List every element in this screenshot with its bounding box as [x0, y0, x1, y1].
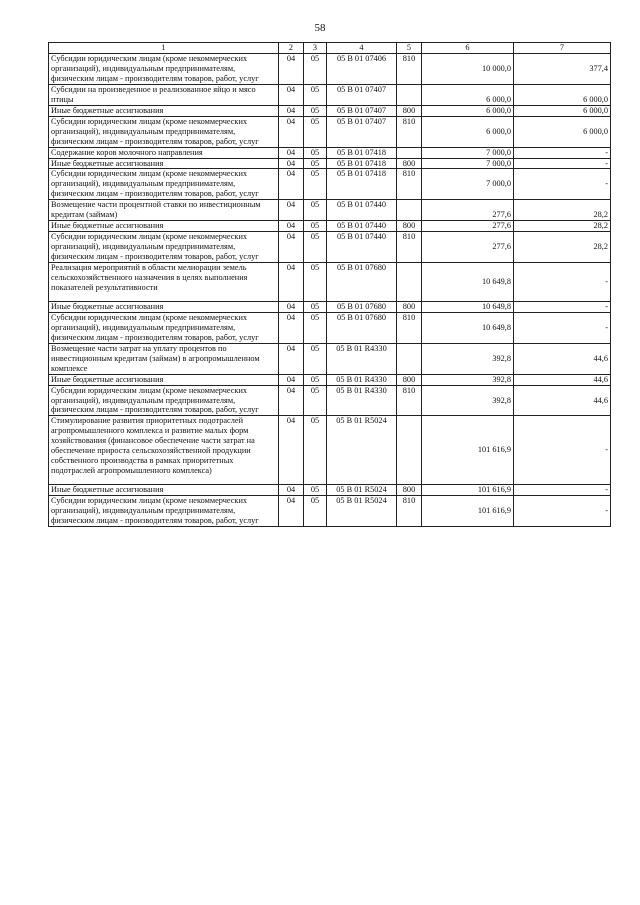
- table-row: [49, 147, 611, 158]
- header-cell: 4: [327, 43, 397, 54]
- page-number: 58: [314, 22, 326, 34]
- budget-table: [48, 42, 611, 527]
- row-section: 04: [279, 54, 304, 85]
- row-expense-type: [397, 200, 422, 221]
- table-row: [49, 200, 611, 221]
- row-subsection: 05: [304, 343, 327, 374]
- row-expense-type: [397, 147, 422, 158]
- row-section: 04: [279, 485, 304, 496]
- row-amount-actual: 6 000,0: [514, 116, 611, 147]
- row-expense-type: 800: [397, 221, 422, 232]
- table-row: [49, 54, 611, 85]
- row-target-code: 05 В 01 07418: [327, 158, 397, 169]
- row-section: 04: [279, 385, 304, 416]
- row-expense-type: [397, 416, 422, 485]
- row-amount-plan: 277,6: [422, 221, 514, 232]
- header-cell: 2: [279, 43, 304, 54]
- row-subsection: 05: [304, 496, 327, 527]
- header-cell: 3: [304, 43, 327, 54]
- row-target-code: 05 В 01 07440: [327, 221, 397, 232]
- row-name: Содержание коров молочного направления: [49, 147, 279, 158]
- row-subsection: 05: [304, 84, 327, 105]
- table-row: [49, 116, 611, 147]
- table-row: [49, 343, 611, 374]
- row-expense-type: 810: [397, 312, 422, 343]
- row-subsection: 05: [304, 116, 327, 147]
- row-amount-actual: 377,4: [514, 54, 611, 85]
- row-amount-plan: 6 000,0: [422, 84, 514, 105]
- row-subsection: 05: [304, 312, 327, 343]
- row-expense-type: 800: [397, 301, 422, 312]
- row-amount-plan: 101 616,9: [422, 416, 514, 485]
- row-subsection: 05: [304, 158, 327, 169]
- table-row: [49, 312, 611, 343]
- row-amount-actual: -: [514, 147, 611, 158]
- row-amount-plan: 7 000,0: [422, 147, 514, 158]
- table-row: [49, 169, 611, 200]
- row-name: Субсидии юридическим лицам (кроме некоммерческих организаций), индивидуальным предпринимателям, физическим лицам - производителям товаров, работ, услуг: [49, 312, 279, 343]
- row-section: 04: [279, 221, 304, 232]
- row-section: 04: [279, 496, 304, 527]
- row-name: Субсидии юридическим лицам (кроме некоммерческих организаций), индивидуальным предпринимателям, физическим лицам - производителям товаров, работ, услуг: [49, 232, 279, 263]
- row-subsection: 05: [304, 385, 327, 416]
- row-amount-plan: 6 000,0: [422, 116, 514, 147]
- row-amount-plan: 10 000,0: [422, 54, 514, 85]
- row-target-code: 05 В 01 R4330: [327, 374, 397, 385]
- row-amount-actual: 28,2: [514, 200, 611, 221]
- row-target-code: 05 В 01 07680: [327, 263, 397, 302]
- row-expense-type: 810: [397, 54, 422, 85]
- row-name: Субсидии на произведенное и реализованное яйцо и мясо птицы: [49, 84, 279, 105]
- row-target-code: 05 В 01 07407: [327, 84, 397, 105]
- row-section: 04: [279, 232, 304, 263]
- row-section: 04: [279, 105, 304, 116]
- row-name: Субсидии юридическим лицам (кроме некоммерческих организаций), индивидуальным предпринимателям, физическим лицам - производителям товаров, работ, услуг: [49, 385, 279, 416]
- row-expense-type: 810: [397, 116, 422, 147]
- row-amount-plan: 101 616,9: [422, 496, 514, 527]
- row-section: 04: [279, 84, 304, 105]
- row-expense-type: 810: [397, 385, 422, 416]
- row-section: 04: [279, 312, 304, 343]
- row-expense-type: 810: [397, 169, 422, 200]
- row-amount-plan: 392,8: [422, 385, 514, 416]
- row-subsection: 05: [304, 485, 327, 496]
- table-row: [49, 496, 611, 527]
- table-row: [49, 485, 611, 496]
- row-section: 04: [279, 343, 304, 374]
- row-amount-actual: -: [514, 301, 611, 312]
- row-amount-plan: 101 616,9: [422, 485, 514, 496]
- row-name: Субсидии юридическим лицам (кроме некоммерческих организаций), индивидуальным предпринимателям, физическим лицам - производителям товаров, работ, услуг: [49, 54, 279, 85]
- row-amount-actual: -: [514, 158, 611, 169]
- table-body: [49, 54, 611, 527]
- header-row: [49, 43, 611, 54]
- row-section: 04: [279, 158, 304, 169]
- row-amount-plan: 277,6: [422, 232, 514, 263]
- table-row: [49, 301, 611, 312]
- table-row: [49, 105, 611, 116]
- row-amount-plan: 10 649,8: [422, 312, 514, 343]
- row-target-code: 05 В 01 R4330: [327, 343, 397, 374]
- row-expense-type: 810: [397, 496, 422, 527]
- row-name: Иные бюджетные ассигнования: [49, 485, 279, 496]
- table-row: [49, 84, 611, 105]
- row-target-code: 05 В 01 07406: [327, 54, 397, 85]
- row-amount-actual: 28,2: [514, 232, 611, 263]
- row-subsection: 05: [304, 416, 327, 485]
- row-section: 04: [279, 169, 304, 200]
- row-amount-actual: 44,6: [514, 343, 611, 374]
- row-amount-actual: 44,6: [514, 374, 611, 385]
- row-expense-type: [397, 343, 422, 374]
- row-amount-plan: 392,8: [422, 343, 514, 374]
- row-amount-actual: -: [514, 416, 611, 485]
- row-name: Иные бюджетные ассигнования: [49, 221, 279, 232]
- row-name: Возмещение части затрат на уплату процентов по инвестиционным кредитам (займам) в агропромышленном комплексе: [49, 343, 279, 374]
- row-amount-actual: -: [514, 312, 611, 343]
- row-name: Иные бюджетные ассигнования: [49, 158, 279, 169]
- row-amount-plan: 6 000,0: [422, 105, 514, 116]
- header-cell: 7: [514, 43, 611, 54]
- row-amount-actual: 28,2: [514, 221, 611, 232]
- row-amount-actual: 6 000,0: [514, 105, 611, 116]
- row-section: 04: [279, 200, 304, 221]
- table-row: [49, 385, 611, 416]
- row-expense-type: 800: [397, 374, 422, 385]
- row-expense-type: 800: [397, 158, 422, 169]
- row-expense-type: 800: [397, 105, 422, 116]
- row-target-code: 05 В 01 07440: [327, 232, 397, 263]
- row-section: 04: [279, 263, 304, 302]
- header-cell: 6: [422, 43, 514, 54]
- table-row: [49, 263, 611, 302]
- row-name: Реализация мероприятий в области мелиорации земель сельскохозяйственного назначения в целях выполнения показателей результативности: [49, 263, 279, 302]
- row-name: Иные бюджетные ассигнования: [49, 301, 279, 312]
- row-section: 04: [279, 374, 304, 385]
- row-target-code: 05 В 01 R5024: [327, 485, 397, 496]
- row-amount-actual: 6 000,0: [514, 84, 611, 105]
- row-target-code: 05 В 01 R5024: [327, 416, 397, 485]
- row-name: Иные бюджетные ассигнования: [49, 105, 279, 116]
- row-target-code: 05 В 01 07440: [327, 200, 397, 221]
- row-target-code: 05 В 01 07407: [327, 105, 397, 116]
- row-subsection: 05: [304, 232, 327, 263]
- row-target-code: 05 В 01 07418: [327, 169, 397, 200]
- row-target-code: 05 В 01 R5024: [327, 496, 397, 527]
- row-amount-plan: 10 649,8: [422, 263, 514, 302]
- row-subsection: 05: [304, 200, 327, 221]
- row-subsection: 05: [304, 374, 327, 385]
- row-amount-actual: -: [514, 496, 611, 527]
- row-section: 04: [279, 416, 304, 485]
- row-amount-actual: -: [514, 169, 611, 200]
- row-name: Стимулирование развития приоритетных подотраслей агропромышленного комплекса и развитие малых форм хозяйствования (финансовое обеспечение части затрат на обеспечение прироста сельскохозяйственной продукции собственного производства в рамках приоритетных подотраслей агропромышленного комплекса): [49, 416, 279, 485]
- row-amount-plan: 7 000,0: [422, 158, 514, 169]
- row-subsection: 05: [304, 54, 327, 85]
- table-row: [49, 232, 611, 263]
- row-target-code: 05 В 01 07418: [327, 147, 397, 158]
- row-target-code: 05 В 01 07680: [327, 301, 397, 312]
- table-row: [49, 158, 611, 169]
- header-cell: 1: [49, 43, 279, 54]
- table-row: [49, 416, 611, 485]
- row-subsection: 05: [304, 263, 327, 302]
- row-amount-actual: -: [514, 263, 611, 302]
- row-expense-type: [397, 263, 422, 302]
- row-subsection: 05: [304, 169, 327, 200]
- row-subsection: 05: [304, 105, 327, 116]
- row-amount-plan: 10 649,8: [422, 301, 514, 312]
- row-section: 04: [279, 116, 304, 147]
- row-subsection: 05: [304, 301, 327, 312]
- row-name: Субсидии юридическим лицам (кроме некоммерческих организаций), индивидуальным предпринимателям, физическим лицам - производителям товаров, работ, услуг: [49, 169, 279, 200]
- row-expense-type: 810: [397, 232, 422, 263]
- row-name: Субсидии юридическим лицам (кроме некоммерческих организаций), индивидуальным предпринимателям, физическим лицам - производителям товаров, работ, услуг: [49, 116, 279, 147]
- row-section: 04: [279, 147, 304, 158]
- row-name: Возмещение части процентной ставки по инвестиционным кредитам (займам): [49, 200, 279, 221]
- row-section: 04: [279, 301, 304, 312]
- row-name: Субсидии юридическим лицам (кроме некоммерческих организаций), индивидуальным предпринимателям, физическим лицам - производителям товаров, работ, услуг: [49, 496, 279, 527]
- row-amount-plan: 7 000,0: [422, 169, 514, 200]
- row-amount-plan: 392,8: [422, 374, 514, 385]
- row-name: Иные бюджетные ассигнования: [49, 374, 279, 385]
- row-subsection: 05: [304, 147, 327, 158]
- row-target-code: 05 В 01 07680: [327, 312, 397, 343]
- row-expense-type: 800: [397, 485, 422, 496]
- row-expense-type: [397, 84, 422, 105]
- row-amount-plan: 277,6: [422, 200, 514, 221]
- row-amount-actual: -: [514, 485, 611, 496]
- table-row: [49, 221, 611, 232]
- row-amount-actual: 44,6: [514, 385, 611, 416]
- row-target-code: 05 В 01 R4330: [327, 385, 397, 416]
- table-row: [49, 374, 611, 385]
- row-subsection: 05: [304, 221, 327, 232]
- header-cell: 5: [397, 43, 422, 54]
- row-target-code: 05 В 01 07407: [327, 116, 397, 147]
